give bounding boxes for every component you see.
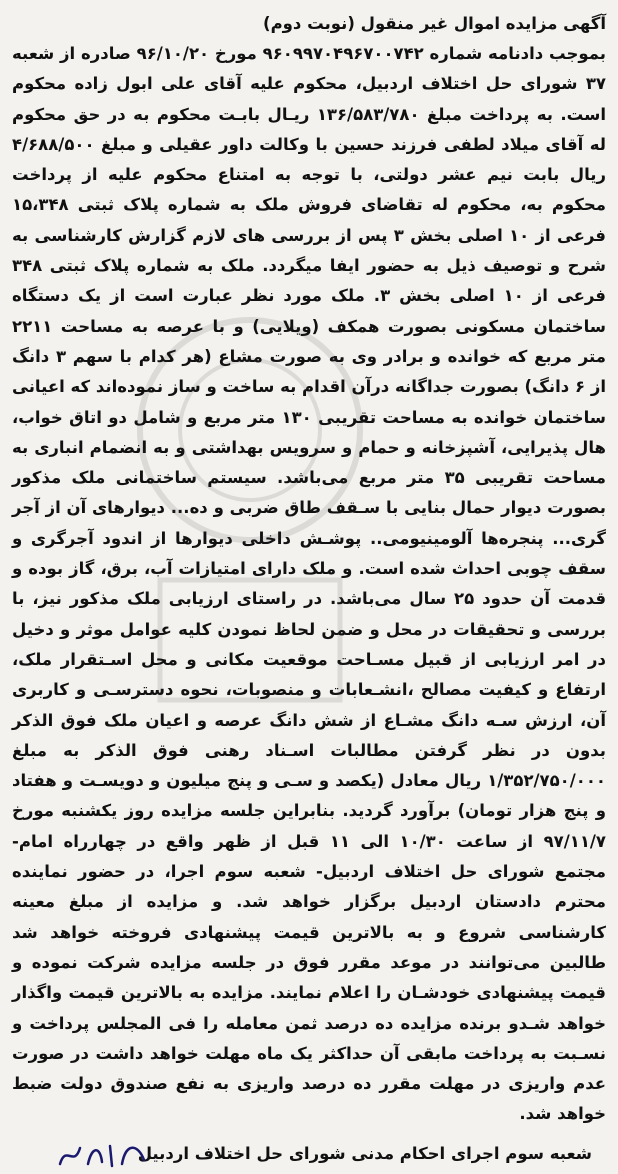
notice-footer — [12, 1134, 606, 1174]
notice-title: آگهی مزایده اموال غیر منقول (نوبت دوم) — [263, 14, 606, 33]
notice-body: بموجب دادنامه شماره ۹۶۰۹۹۷۰۴۹۶۷۰۰۷۴۲ مورخ ۹۶/۱۰/۲۰ صادره از شعبه ۳۷ شورای حل اختلاف اردبیل، محکوم علیه آقای علی ابول زاده محکوم است. به پرداخت مبلغ ۱۳۶/۵۸۳/۷۸۰ ریـال بابـت محکوم به در حق محکوم له آقای میلاد لطفی فرزند حسین با وکالت داور عقیلی و مبلغ ۴/۶۸۸/۵۰۰ ریال بابت نیم عشر دولتی، با توجه به امتناع محکوم علیه از پرداخت محکوم به، محکوم له تقاضای فروش ملک به شماره پلاک ثبتی ۱۵،۳۴۸ فرعی از ۱۰ اصلی بخش ۳ پس از بررسی های لازم گزارش کارشناسی به شرح و توصیف ذیل به حضور ایفا میگردد. ملک به شماره پلاک ثبتی ۳۴۸ فرعی از ۱۰ اصلی بخش ۳. ملک مورد نظر عبارت است از یک دستگاه ساختمان مسکونی بصورت همکف (ویلایی) و با عرصه به مساحت ۲۲۱۱ متر مربع که خوانده و برادر وی به صورت مشاع (هر کدام با سهم ۳ دانگ از ۶ دانگ) بصورت جداگانه درآن اقدام به ساخت و ساز نموده‌اند که اعیانی ساختمان خوانده به مساحت تقریبی ۱۳۰ متر مربع و شامل دو اتاق خواب، هال پذیرایی، آشپزخانه و حمام و سرویس بهداشتی و به انضمام انباری به مساحت تقریبی ۳۵ متر مربع می‌باشد. سیستم ساختمانی ملک مذکور بصورت دیوار حمال بنایی با سـقف طاق ضربی و ده... دیوارهای آن از آجر گری... پنجره‌ها آلومینیومی.. پوشـش داخلی دیوارها از اندود آجرگری و سقف چوبی احداث شده است. و ملک دارای امتیازات آب، برق، گاز بوده و قدمت آن حدود ۲۵ سال می‌باشد. در راستای ارزیابی ملک مذکور نیز، با بررسی و تحقیقات در محل و ضمن لحاظ نمودن کلیه عوامل موثر و دخیل در امر ارزیابی از قبیل مسـاحت موقعیت مکانی و محل اسـتقرار ملک، ارتفاع و کیفیت مصالح ،انشـعابات و منصوبات، نحوه دسترسـی و کاربری آن، ارزش سـه دانگ مشـاع از شش دانگ عرصه و اعیان ملک فوق الذکر بدون در نظر گرفتن مطالبات اسـناد رهنی فوق الذکر به مبلغ ۱/۳۵۲/۷۵۰/۰۰۰ ریال معادل (یکصد و سـی و پنج میلیون و دویسـت و هفتاد و پنج هزار تومان) برآورد گردید. بنابراین جلسه مزایده روز یکشنبه مورخ ۹۷/۱۱/۷ از ساعت ۱۰/۳۰ الی ۱۱ قبل از ظهر واقع در چهارراه امام- مجتمع شورای حل اختلاف اردبیل- شعبه سوم اجرا، در حضور نماینده محترم دادستان اردبیل برگزار خواهد شد. و مزایده از مبلغ معینه کارشناسی شروع و به بالاترین قیمت پیشنهادی فروخته خواهد شد طالبین می‌توانند در موعد مقرر فوق در جلسه مزایده شرکت نموده و قیمت پیشنهادی خودشـان را اعلام نمایند. مزایده به بالاترین قیمت واگذار خواهد شـدو برنده مزایده ده درصد ثمن معامله را فی المجلس پرداخت و نسـبت به پرداخت مابقی آن حداکثر یک ماه مهلت خواهد داشت در صورت عدم واریزی در مهلت مقرر ده درصد واریزی به نفع صندوق دولت ضبط خواهد شد. — [12, 44, 607, 1124]
issuer-signature: شعبه سوم اجرای احکام مدنی شورای حل اختلاف اردبیل — [137, 1143, 592, 1163]
handwritten-stamp-icon — [52, 1134, 152, 1174]
